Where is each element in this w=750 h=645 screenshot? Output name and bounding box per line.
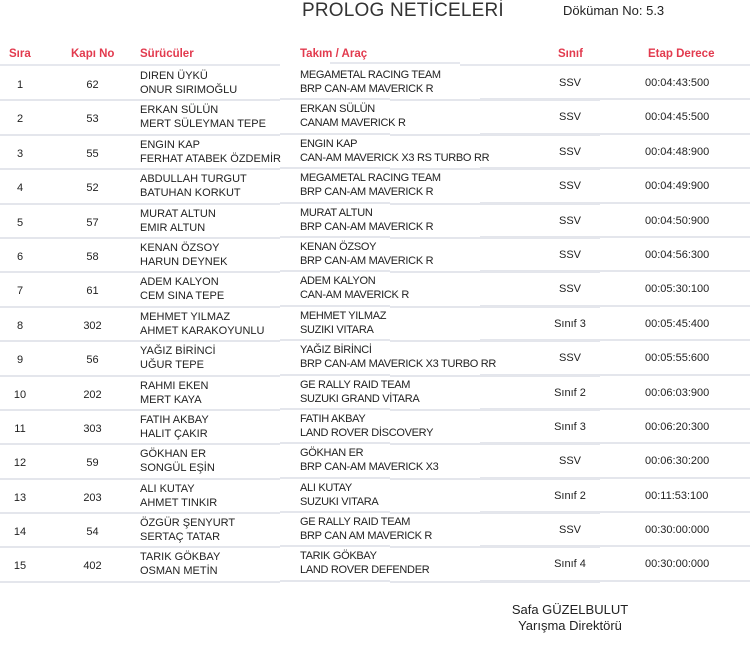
- cell-etap-derece: 00:04:48:900: [645, 145, 710, 158]
- cell-etap-derece: 00:05:55:600: [645, 352, 710, 365]
- cell-sinif: Sınıf 2: [554, 386, 586, 399]
- cell-etap-derece: 00:06:03:900: [645, 386, 710, 399]
- vehicle-name: BRP CAN-AM MAVERICK R: [300, 186, 434, 199]
- cell-sira: 15: [13, 560, 27, 573]
- team-name: GÖKHAN ER: [300, 447, 364, 460]
- cell-sira: 8: [16, 319, 24, 332]
- cell-team-vehicle: [300, 137, 489, 165]
- cell-kapi-no: 55: [86, 147, 99, 160]
- cell-sira: 3: [16, 147, 24, 160]
- cell-sinif: SSV: [558, 248, 581, 261]
- table-row: [0, 136, 750, 170]
- codriver-name: OSMAN METİN: [140, 565, 218, 578]
- codriver-name: SONGÜL EŞİN: [140, 462, 215, 475]
- cell-team-vehicle: [300, 549, 429, 577]
- table-row: [0, 205, 750, 239]
- driver-name: ADEM KALYON: [140, 276, 219, 289]
- cell-kapi-no: 56: [86, 354, 99, 367]
- team-name: TARIK GÖKBAY: [300, 550, 377, 563]
- vehicle-name: LAND ROVER DİSCOVERY: [300, 426, 434, 439]
- cell-drivers: [140, 241, 227, 269]
- cell-sinif: Sınıf 3: [554, 317, 586, 330]
- cell-kapi-no: 58: [86, 250, 99, 263]
- cell-sinif: SSV: [558, 214, 581, 227]
- codriver-name: UĞUR TEPE: [140, 359, 204, 372]
- cell-kapi-no: 302: [83, 319, 102, 332]
- cell-kapi-no: 59: [86, 457, 99, 470]
- row-divider: [280, 133, 390, 135]
- cell-etap-derece: 00:05:45:400: [645, 317, 710, 330]
- row-divider: [480, 236, 750, 238]
- codriver-name: HARUN DEYNEK: [140, 255, 228, 268]
- signature-role: Yarışma Direktörü: [518, 618, 622, 633]
- row-divider: [480, 305, 750, 307]
- cell-drivers: [140, 516, 235, 544]
- results-table: [0, 67, 750, 583]
- codriver-name: HALIT ÇAKIR: [140, 427, 208, 440]
- cell-sinif: SSV: [558, 111, 581, 124]
- cell-etap-derece: 00:04:50:900: [645, 214, 710, 227]
- codriver-name: MERT KAYA: [140, 393, 202, 406]
- row-divider: [480, 339, 750, 341]
- cell-sira: 1: [16, 79, 24, 91]
- row-divider: [480, 580, 750, 582]
- cell-sinif: SSV: [558, 77, 581, 89]
- cell-sira: 2: [16, 113, 24, 126]
- cell-team-vehicle: [300, 206, 433, 234]
- driver-name: YAĞIZ BİRİNCİ: [140, 345, 216, 358]
- cell-etap-derece: 00:04:43:500: [645, 77, 710, 89]
- cell-team-vehicle: [300, 171, 441, 199]
- row-divider: [280, 374, 390, 376]
- row-divider: [480, 98, 750, 100]
- driver-name: ENGIN KAP: [140, 138, 200, 151]
- cell-drivers: [140, 447, 215, 475]
- cell-team-vehicle: [300, 309, 386, 337]
- driver-name: ERKAN SÜLÜN: [140, 104, 219, 117]
- cell-sira: 10: [13, 388, 27, 401]
- codriver-name: EMIR ALTUN: [140, 221, 206, 234]
- cell-kapi-no: 402: [83, 560, 102, 573]
- cell-sinif: SSV: [558, 524, 581, 537]
- team-name: ALI KUTAY: [300, 481, 352, 494]
- driver-name: ABDULLAH TURGUT: [140, 173, 247, 186]
- table-row: [0, 445, 750, 479]
- cell-team-vehicle: [300, 343, 496, 371]
- driver-name: ÖZGÜR ŞENYURT: [140, 517, 236, 530]
- cell-kapi-no: 203: [83, 491, 102, 504]
- document-title: PROLOG NETİCELERİ: [302, 0, 504, 21]
- team-name: YAĞIZ BİRİNCİ: [300, 344, 372, 357]
- codriver-name: BATUHAN KORKUT: [140, 187, 241, 200]
- cell-etap-derece: 00:30:00:000: [645, 558, 710, 571]
- header-divider: [195, 64, 280, 66]
- cell-etap-derece: 00:04:56:300: [645, 248, 710, 261]
- codriver-name: MERT SÜLEYMAN TEPE: [140, 118, 266, 131]
- team-name: ERKAN SÜLÜN: [300, 103, 375, 116]
- row-divider: [280, 167, 390, 169]
- cell-sinif: SSV: [558, 283, 581, 296]
- cell-sira: 14: [13, 526, 27, 539]
- row-divider: [280, 511, 390, 513]
- vehicle-name: BRP CAN-AM MAVERICK R: [300, 254, 434, 267]
- table-row: [0, 411, 750, 445]
- cell-etap-derece: 00:30:00:000: [645, 524, 710, 537]
- cell-sinif: SSV: [558, 455, 581, 468]
- cell-etap-derece: 00:11:53:100: [645, 489, 709, 502]
- header-sinif: Sınıf: [558, 48, 583, 60]
- cell-kapi-no: 53: [86, 113, 99, 126]
- cell-etap-derece: 00:04:45:500: [645, 111, 710, 124]
- signature-name: Safa GÜZELBULUT: [511, 602, 629, 617]
- table-row: [0, 239, 750, 273]
- table-row: [0, 67, 750, 101]
- table-row: [0, 514, 750, 548]
- vehicle-name: SUZUKI GRAND VİTARA: [300, 392, 420, 405]
- team-name: ENGIN KAP: [300, 137, 358, 150]
- cell-kapi-no: 303: [83, 422, 102, 435]
- codriver-name: AHMET KARAKOYUNLU: [140, 324, 265, 337]
- row-divider: [280, 545, 390, 547]
- row-divider: [280, 442, 390, 444]
- vehicle-name: CANAM MAVERICK R: [300, 117, 406, 130]
- cell-sira: 12: [13, 457, 27, 470]
- vehicle-name: BRP CAN AM MAVERICK R: [300, 530, 433, 543]
- cell-team-vehicle: [300, 412, 433, 440]
- row-divider: [0, 581, 280, 583]
- cell-sira: 11: [14, 422, 26, 435]
- cell-drivers: [140, 344, 216, 372]
- cell-drivers: [140, 69, 237, 97]
- table-row: [0, 308, 750, 342]
- cell-team-vehicle: [300, 446, 438, 474]
- team-name: FATIH AKBAY: [300, 412, 366, 425]
- driver-name: KENAN ÖZSOY: [140, 241, 220, 254]
- cell-kapi-no: 52: [86, 182, 99, 195]
- driver-name: TARIK GÖKBAY: [140, 551, 221, 564]
- row-divider: [280, 98, 390, 100]
- cell-sinif: SSV: [558, 180, 581, 193]
- driver-name: GÖKHAN ER: [140, 448, 207, 461]
- cell-sira: 4: [16, 182, 24, 195]
- cell-drivers: [140, 379, 208, 407]
- row-divider: [280, 236, 390, 238]
- codriver-name: AHMET TINKIR: [140, 496, 218, 509]
- table-row: [0, 377, 750, 411]
- cell-kapi-no: 61: [86, 285, 99, 298]
- row-divider: [280, 408, 390, 410]
- team-name: MEGAMETAL RACING TEAM: [300, 172, 441, 185]
- cell-team-vehicle: [300, 240, 433, 268]
- driver-name: MURAT ALTUN: [140, 207, 216, 220]
- row-divider: [480, 442, 750, 444]
- cell-team-vehicle: [300, 68, 441, 96]
- table-row: [0, 273, 750, 307]
- cell-etap-derece: 00:05:30:100: [645, 283, 710, 296]
- cell-drivers: [140, 550, 220, 578]
- cell-team-vehicle: [300, 481, 378, 509]
- codriver-name: ONUR SIRIMOĞLU: [140, 84, 238, 96]
- cell-sinif: Sınıf 3: [554, 420, 586, 433]
- table-row: [0, 548, 750, 582]
- cell-sira: 5: [16, 216, 24, 229]
- cell-sinif: Sınıf 4: [554, 558, 586, 571]
- cell-kapi-no: 54: [86, 526, 99, 539]
- row-divider: [480, 408, 750, 410]
- codriver-name: FERHAT ATABEK ÖZDEMİR: [140, 152, 281, 165]
- document-number: Döküman No: 5.3: [563, 3, 665, 18]
- row-divider: [480, 270, 750, 272]
- vehicle-name: BRP CAN-AM MAVERICK X3 TURBO RR: [300, 358, 497, 371]
- driver-name: FATIH AKBAY: [140, 413, 209, 426]
- driver-name: MEHMET YILMAZ: [140, 310, 231, 323]
- team-name: MEHMET YILMAZ: [300, 309, 387, 322]
- cell-team-vehicle: [300, 274, 409, 302]
- driver-name: RAHMI EKEN: [140, 379, 209, 392]
- cell-drivers: [140, 310, 265, 338]
- row-divider: [480, 511, 750, 513]
- cell-team-vehicle: [300, 515, 432, 543]
- cell-team-vehicle: [300, 102, 406, 130]
- cell-etap-derece: 00:04:49:900: [645, 180, 710, 193]
- driver-name: DIREN ÜYKÜ: [140, 70, 208, 82]
- vehicle-name: BRP CAN-AM MAVERICK R: [300, 220, 434, 233]
- team-name: ADEM KALYON: [300, 275, 376, 288]
- cell-sira: 13: [13, 491, 27, 504]
- team-name: GE RALLY RAID TEAM: [300, 516, 411, 529]
- signature-block: [480, 602, 660, 634]
- cell-drivers: [140, 413, 209, 441]
- row-divider: [280, 270, 390, 272]
- table-row: [0, 170, 750, 204]
- row-divider: [480, 167, 750, 169]
- vehicle-name: LAND ROVER DEFENDER: [300, 564, 430, 577]
- row-divider: [280, 477, 390, 479]
- table-row: [0, 342, 750, 376]
- row-divider: [480, 202, 750, 204]
- cell-sinif: Sınıf 2: [554, 489, 586, 502]
- cell-etap-derece: 00:06:30:200: [645, 455, 710, 468]
- cell-kapi-no: 57: [86, 216, 99, 229]
- driver-name: ALI KUTAY: [140, 482, 195, 495]
- header-kapi-no: Kapı No: [71, 48, 115, 60]
- vehicle-name: BRP CAN-AM MAVERICK X3: [300, 461, 439, 474]
- row-divider: [280, 339, 390, 341]
- cell-drivers: [140, 138, 281, 166]
- cell-team-vehicle: [300, 378, 419, 406]
- header-divider: [330, 62, 460, 64]
- vehicle-name: CAN-AM MAVERICK X3 RS TURBO RR: [300, 151, 490, 164]
- row-divider: [480, 545, 750, 547]
- cell-drivers: [140, 172, 247, 200]
- codriver-name: CEM SINA TEPE: [140, 290, 225, 303]
- team-name: MEGAMETAL RACING TEAM: [300, 69, 441, 81]
- cell-kapi-no: 62: [86, 79, 99, 91]
- header-sira: Sıra: [9, 48, 31, 60]
- vehicle-name: CAN-AM MAVERICK R: [300, 289, 409, 302]
- row-divider: [280, 202, 390, 204]
- cell-drivers: [140, 275, 224, 303]
- vehicle-name: SUZIKI VITARA: [300, 323, 374, 336]
- header-suruculer: Sürücüler: [140, 48, 194, 60]
- cell-drivers: [140, 482, 217, 510]
- table-row: [0, 480, 750, 514]
- table-row: [0, 101, 750, 135]
- codriver-name: SERTAÇ TATAR: [140, 531, 221, 544]
- cell-sira: 6: [16, 250, 24, 263]
- row-divider: [480, 374, 750, 376]
- header-etap-derece: Etap Derece: [648, 48, 715, 60]
- row-divider: [480, 133, 750, 135]
- cell-sira: 7: [16, 285, 24, 298]
- header-takim-arac: Takım / Araç: [300, 48, 368, 60]
- header-divider: [460, 64, 750, 66]
- cell-sinif: SSV: [558, 145, 581, 158]
- row-divider: [280, 580, 390, 582]
- cell-drivers: [140, 103, 266, 131]
- cell-drivers: [140, 207, 216, 235]
- cell-sinif: SSV: [558, 352, 581, 365]
- team-name: GE RALLY RAID TEAM: [300, 378, 411, 391]
- row-divider: [280, 305, 390, 307]
- vehicle-name: BRP CAN-AM MAVERICK R: [300, 83, 434, 95]
- cell-sira: 9: [16, 354, 24, 367]
- team-name: MURAT ALTUN: [300, 206, 373, 219]
- table-header: [0, 45, 750, 65]
- team-name: KENAN ÖZSOY: [300, 240, 377, 253]
- cell-etap-derece: 00:06:20:300: [645, 420, 710, 433]
- cell-kapi-no: 202: [83, 388, 102, 401]
- row-divider: [480, 477, 750, 479]
- vehicle-name: SUZUKI VITARA: [300, 495, 379, 508]
